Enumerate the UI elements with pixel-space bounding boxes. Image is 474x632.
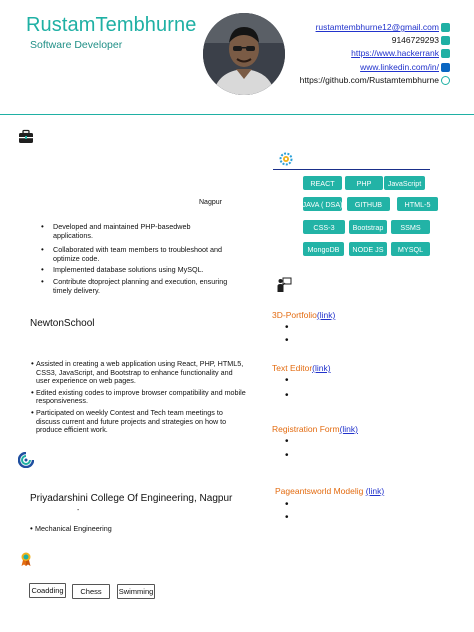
experience-location: Nagpur [199, 199, 222, 206]
education-bullets [35, 525, 185, 534]
skill-badge: GITHUB [347, 197, 390, 211]
github-text: https://github.com/Rustamtembhurne [299, 75, 439, 85]
contact-phone [392, 35, 450, 45]
skill-badge: JAVA ( DSA) [303, 197, 342, 211]
list-item: • Collaborated with team members to troubleshoot and optimize code. [53, 246, 231, 263]
experience-bullets [53, 223, 231, 295]
profile-photo [203, 13, 285, 95]
briefcase-icon [18, 129, 34, 145]
project-name: Text Editor [272, 363, 313, 373]
bullet-dot: • [285, 390, 289, 401]
project-name: Pageantsworld Modelig [275, 486, 366, 496]
hobby-tag: Chess [72, 584, 110, 599]
hackerrank-link[interactable]: https://www.hackerrank [351, 48, 439, 58]
skill-badge: Bootstrap [349, 220, 387, 234]
bullet-dot: • [285, 335, 289, 346]
email-icon [441, 23, 450, 32]
list-item: • Mechanical Engineering [35, 525, 185, 534]
project-link[interactable]: (link) [339, 424, 358, 434]
contact-email[interactable] [316, 22, 450, 32]
education-dash: - [77, 507, 80, 514]
list-item: • Edited existing codes to improve browser compatibility and mobile responsiveness. [36, 389, 246, 406]
bullet-dot: • [285, 512, 289, 523]
project-title [272, 424, 358, 434]
skill-badge: REACT [303, 176, 342, 190]
contact-github [300, 75, 450, 85]
skill-badge: NODE JS [349, 242, 387, 256]
org-bullets [36, 360, 246, 435]
hobby-tag: Coadding [29, 583, 66, 598]
bullet-dot: • [285, 499, 289, 510]
skill-badge: SSMS [391, 220, 430, 234]
hobby-tag: Swimming [117, 584, 155, 599]
phone-number: 9146729293 [391, 35, 439, 45]
list-item: • Contribute dtoproject planning and execution, ensuring timely delivery. [53, 278, 231, 295]
skill-badge: PHP [345, 176, 383, 190]
project-name: Registration Form [272, 424, 340, 434]
project-link[interactable]: (link) [365, 486, 385, 496]
candidate-role: Software Developer [30, 39, 123, 51]
skill-badge: JavaScript [384, 176, 425, 190]
list-item: • Participated on weekly Contest and Tech team meetings to discuss current and future projects and strategies on how to produce efficient work. [36, 409, 246, 435]
project-link[interactable]: (link) [312, 363, 331, 373]
project-title [272, 310, 335, 320]
list-item: • Developed and maintained PHP-basedweb applications. [53, 223, 231, 240]
phone-icon [441, 36, 450, 45]
email-link[interactable]: rustamtembhurne12@gmail.com [315, 22, 439, 32]
education-icon [18, 452, 34, 468]
gear-skills-icon [278, 151, 294, 167]
bullet-dot: • [285, 322, 289, 333]
project-name: 3D-Portfolio [272, 310, 317, 320]
hackerrank-icon [441, 49, 450, 58]
presenter-icon [276, 277, 292, 293]
skills-divider [273, 169, 430, 170]
contact-hackerrank[interactable] [351, 48, 450, 58]
list-item: • Assisted in creating a web application using React, PHP, HTML5, CSS3, JavaScript, and Bootstrap to enhance functionality and user experience on web pages. [36, 360, 246, 386]
linkedin-icon [441, 63, 450, 72]
skill-badge: MYSQL [391, 242, 430, 256]
linkedin-link[interactable]: www.linkedin.com/in/ [360, 62, 439, 72]
college-name: Priyadarshini College Of Engineering, Nagpur [30, 493, 233, 504]
project-title [272, 363, 331, 373]
github-icon [441, 76, 450, 85]
project-title [275, 486, 384, 496]
list-item: • Implemented database solutions using MySQL. [53, 266, 231, 275]
bullet-dot: • [285, 436, 289, 447]
award-icon [18, 551, 34, 567]
project-link[interactable]: (link) [316, 310, 336, 320]
bullet-dot: • [285, 450, 289, 461]
contact-linkedin[interactable] [360, 62, 450, 72]
candidate-name: RustamTembhurne [26, 14, 197, 36]
header-divider [0, 114, 474, 115]
bullet-dot: • [285, 375, 289, 386]
skill-badge: CSS-3 [303, 220, 345, 234]
org-title: NewtonSchool [30, 318, 95, 329]
skill-badge: MongoDB [303, 242, 344, 256]
skill-badge: HTML-5 [397, 197, 438, 211]
